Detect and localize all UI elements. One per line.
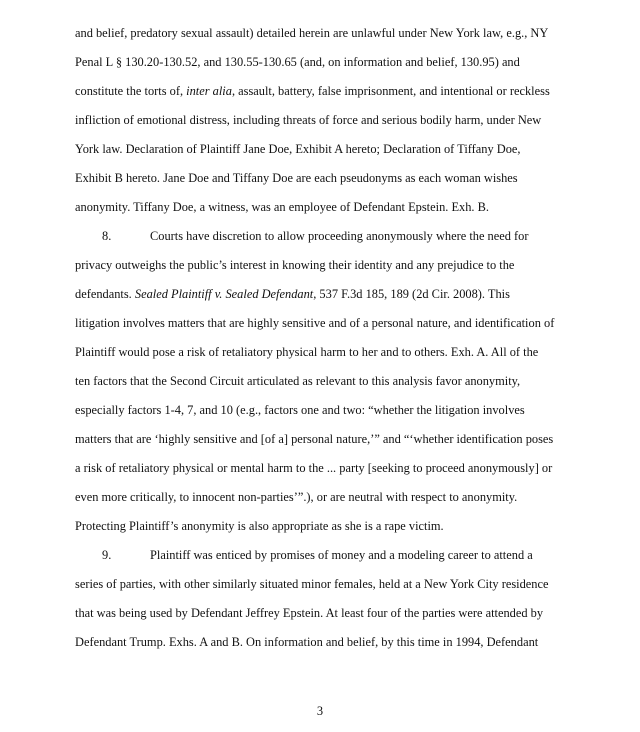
paragraph-8-first-line [102, 228, 529, 244]
text-run: , 537 F.3d 185, 189 (2d Cir. 2008). This [313, 287, 510, 301]
text-run: Courts have discretion to allow proceeding anonymously where the need for [150, 229, 529, 243]
text-line: infliction of emotional distress, including threats of force and serious bodily harm, under New [75, 113, 542, 127]
text-line: that was being used by Defendant Jeffrey Epstein. At least four of the parties were attended by [75, 606, 544, 620]
text-line [75, 83, 550, 99]
text-run: , assault, battery, false imprisonment, and intentional or reckless [231, 84, 550, 98]
text-line: Penal L § 130.20-130.52, and 130.55-130.65 (and, on information and belief, 130.95) and [75, 55, 520, 69]
text-line: especially factors 1-4, 7, and 10 (e.g., factors one and two: “whether the litigation involves [75, 403, 525, 417]
paragraph-number: 9. [102, 548, 112, 562]
text-line: a risk of retaliatory physical or mental harm to the ... party [seeking to proceed anonymously] or [75, 461, 553, 475]
text-run: defendants. [75, 287, 135, 301]
text-line: Defendant Trump. Exhs. A and B. On information and belief, by this time in 1994, Defendant [75, 635, 539, 649]
text-line: anonymity. Tiffany Doe, a witness, was an employee of Defendant Epstein. Exh. B. [75, 200, 489, 214]
text-line: privacy outweighs the public’s interest in knowing their identity and any prejudice to the [75, 258, 515, 272]
text-run: Plaintiff was enticed by promises of money and a modeling career to attend a [150, 548, 533, 562]
page-number: 3 [316, 704, 324, 718]
text-line: and belief, predatory sexual assault) detailed herein are unlawful under New York law, e.g., NY [75, 26, 549, 40]
text-line: even more critically, to innocent non-parties’”.), or are neutral with respect to anonymity. [75, 490, 518, 504]
text-line: litigation involves matters that are highly sensitive and of a personal nature, and identification of [75, 316, 555, 330]
text-line: ten factors that the Second Circuit articulated as relevant to this analysis favor anonymity, [75, 374, 521, 388]
case-citation: Sealed Plaintiff v. Sealed Defendant [134, 287, 314, 301]
italic-term: inter alia [186, 84, 232, 98]
text-line: Plaintiff would pose a risk of retaliatory physical harm to her and to others. Exh. A. All of the [75, 345, 539, 359]
text-run: constitute the torts of, [75, 84, 187, 98]
text-line [75, 286, 510, 302]
paragraph-number: 8. [102, 229, 112, 243]
text-line: matters that are ‘highly sensitive and [of a] personal nature,’” and “‘whether identification poses [75, 432, 554, 446]
text-line: Exhibit B hereto. Jane Doe and Tiffany Doe are each pseudonyms as each woman wishes [75, 171, 518, 185]
text-line: series of parties, with other similarly situated minor females, held at a New York City residence [75, 577, 549, 591]
text-line: Protecting Plaintiff’s anonymity is also appropriate as she is a rape victim. [75, 519, 444, 533]
text-line: York law. Declaration of Plaintiff Jane Doe, Exhibit A hereto; Declaration of Tiffany Doe, [75, 142, 521, 156]
paragraph-9-first-line [102, 547, 533, 563]
